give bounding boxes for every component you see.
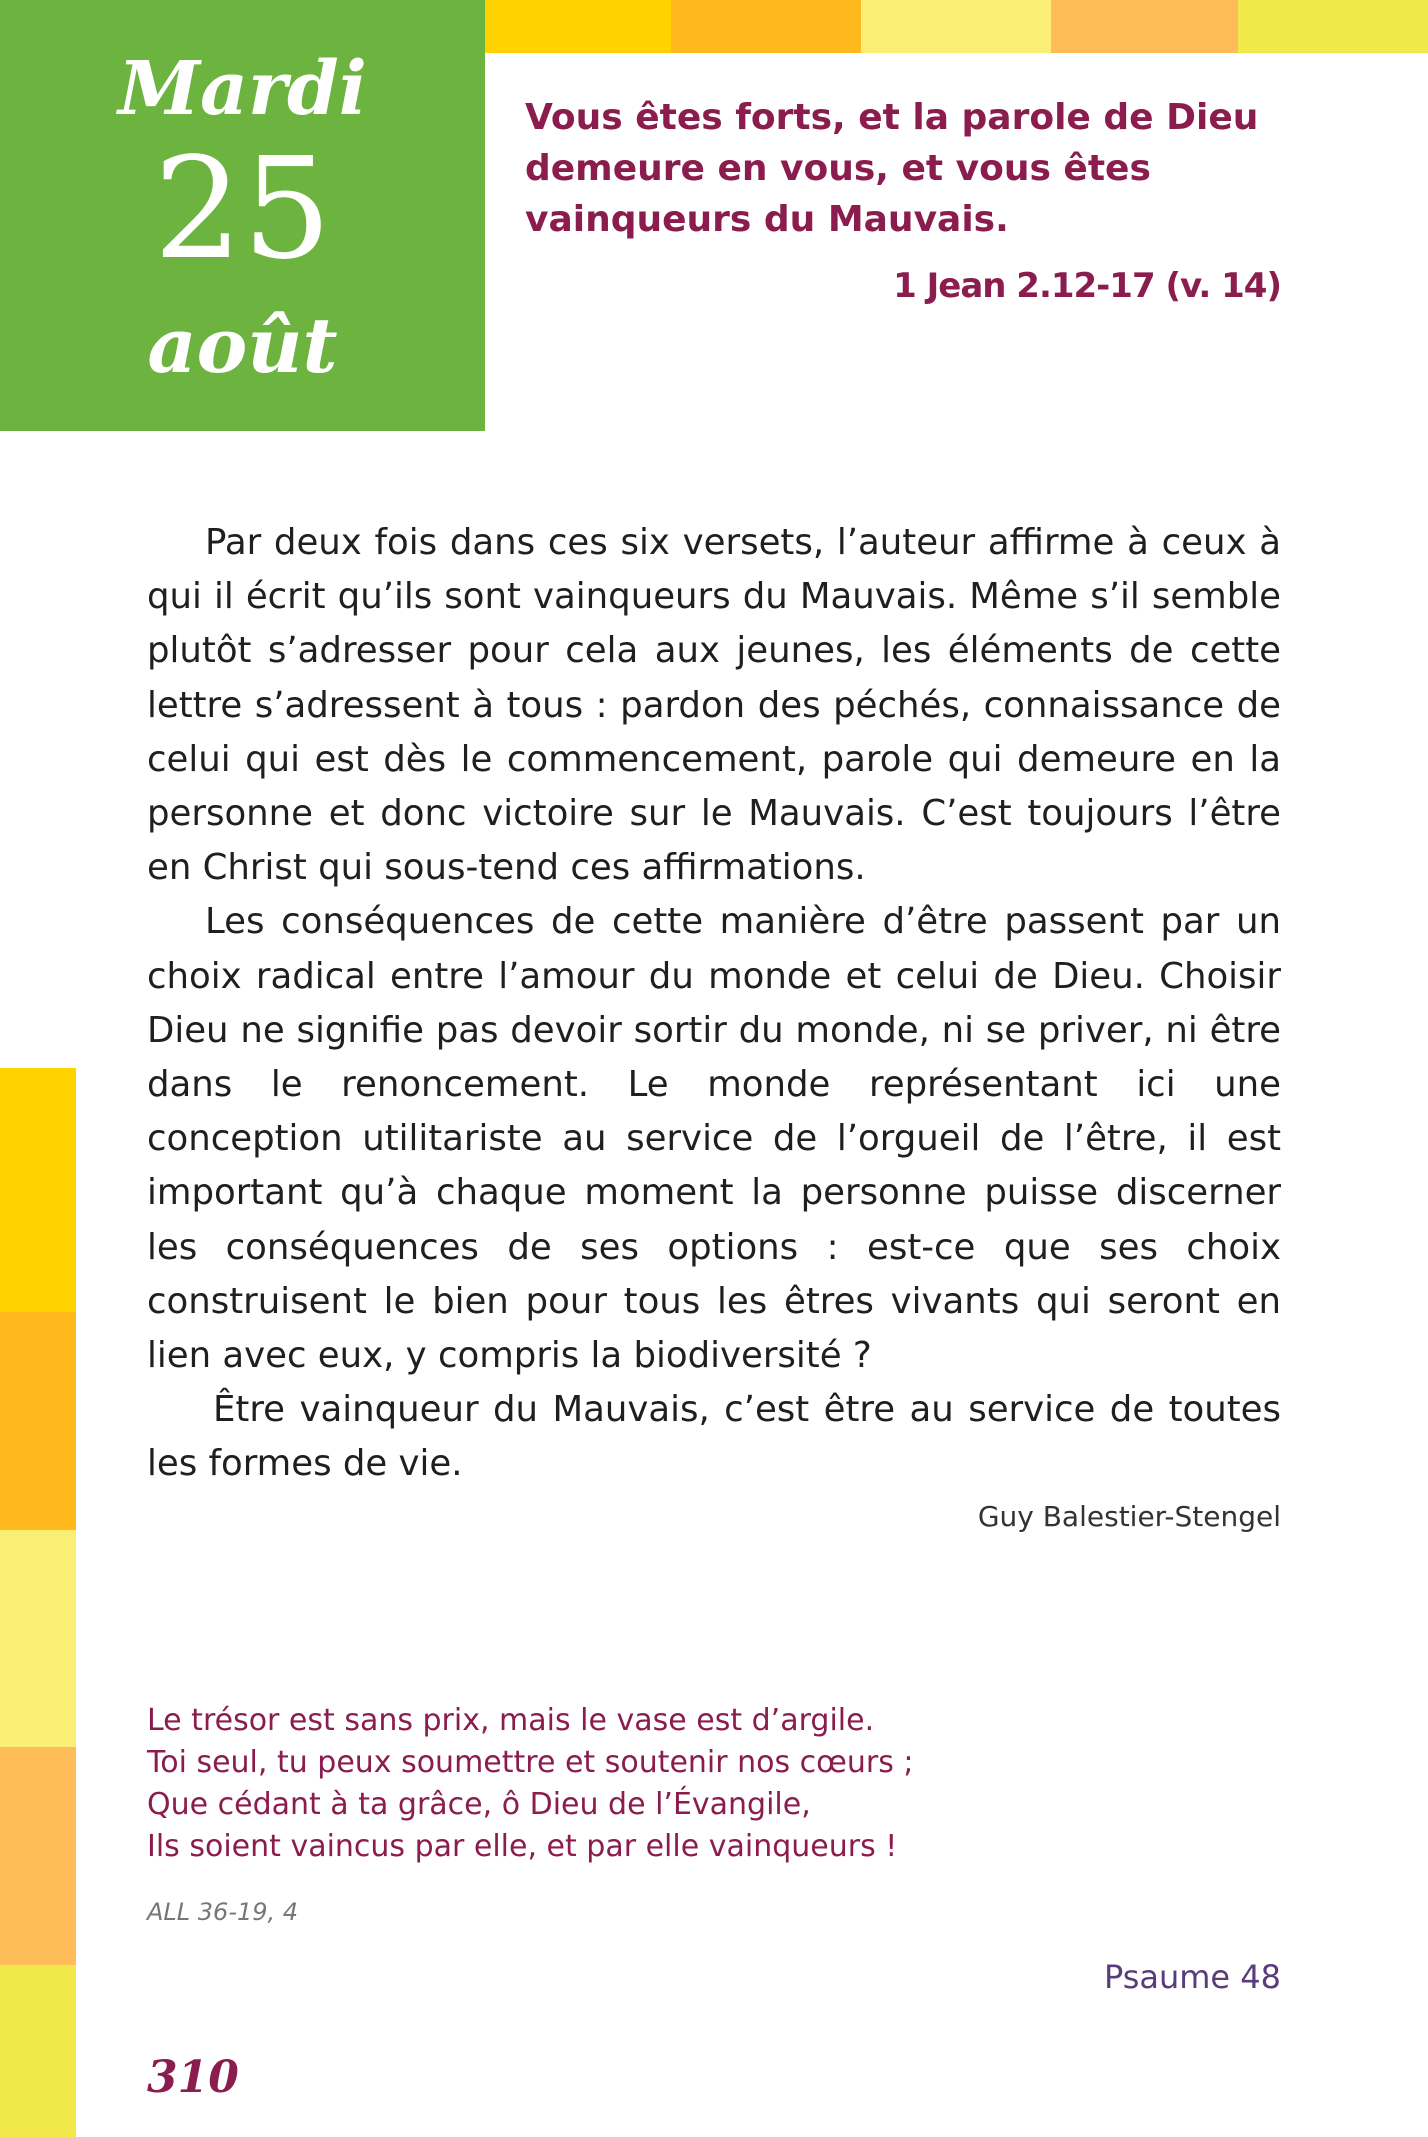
page-number: 310 [147,2052,239,2103]
hymn-line: Le trésor est sans prix, mais le vase est d’argile. [147,1703,875,1738]
strip-segment [861,0,1051,53]
hymn-reference: ALL 36-19, 4 [147,1898,299,1926]
strip-segment [0,1068,76,1312]
key-verse [525,92,1285,245]
strip-segment [0,1965,76,2137]
date-day: Mardi [118,46,367,132]
verse-line: Vous êtes forts, et la parole de Dieu [525,97,1259,138]
top-color-strip [485,0,1428,53]
date-number: 25 [153,128,332,291]
meditation-text [147,516,1281,1492]
author-name: Guy Balestier-Stengel [977,1500,1281,1533]
left-color-strip [0,1068,76,2137]
strip-segment [671,0,861,53]
paragraph: Être vainqueur du Mauvais, c’est être au service de toutes les formes de vie. [147,1389,1281,1485]
hymn-line: Ils soient vaincus par elle, et par elle vainqueurs ! [147,1829,898,1864]
verse-line: demeure en vous, et vous êtes [525,148,1151,189]
psalm-reference: Psaume 48 [1103,1958,1281,1996]
strip-segment [485,0,671,53]
strip-segment [0,1530,76,1747]
hymn-line: Que cédant à ta grâce, ô Dieu de l’Évangile, [147,1787,811,1822]
hymn-stanza [147,1700,1047,1868]
strip-segment [0,1312,76,1530]
strip-segment [1238,0,1428,53]
verse-reference: 1 Jean 2.12-17 (v. 14) [893,266,1281,306]
strip-segment [0,1747,76,1965]
paragraph: Par deux fois dans ces six versets, l’auteur affirme à ceux à qui il écrit qu’ils sont vainqueurs du Mauvais. Même s’il semble plutôt s’adresser pour cela aux jeunes, les éléments de cette lettre s’adressent à tous : pardon des péchés, connaissance de celui qui est dès le commencement, parole qui demeure en la personne et donc victoire sur le Mauvais. C’est toujours l’être en Christ qui sous-tend ces affirmations. [147,522,1281,889]
verse-line: vainqueurs du Mauvais. [525,199,1009,240]
hymn-line: Toi seul, tu peux soumettre et soutenir nos cœurs ; [147,1745,914,1780]
paragraph: Les conséquences de cette manière d’être passent par un choix radical entre l’amour du monde et celui de Dieu. Choisir Dieu ne signifie pas devoir sortir du monde, ni se priver, ni être dans le renoncement. Le monde représentant ici une conception utilitariste au service de l’orgueil de l’être, il est important qu’à chaque moment la personne puisse discerner les conséquences de ses options : est-ce que ses choix construisent le bien pour tous les êtres vivants qui seront en lien avec eux, y compris la biodiversité ? [147,901,1281,1377]
date-month: août [147,301,338,390]
strip-segment [1051,0,1238,53]
date-block [0,0,485,431]
